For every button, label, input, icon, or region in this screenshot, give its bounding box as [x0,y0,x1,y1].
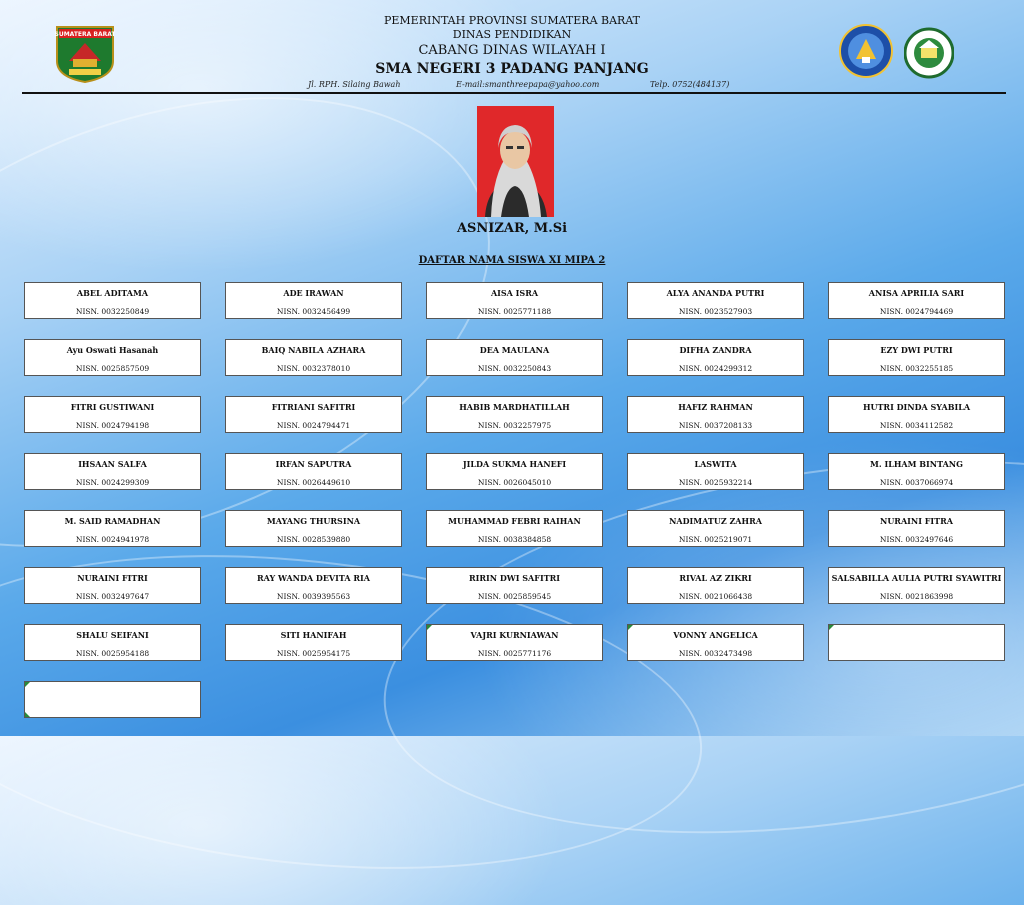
student-card [426,567,603,604]
student-name: JILDA SUKMA HANEFI [462,459,567,469]
cell-marker-icon [829,625,834,630]
student-nisn: NISN. 0021863998 [879,592,954,601]
tut-wuri-handayani-logo [838,23,894,79]
student-card [24,453,201,490]
student-nisn: NISN. 0032250849 [75,307,150,316]
student-nisn: NISN. 0028539880 [276,535,351,544]
student-name: NURAINI FITRA [880,516,953,526]
student-nisn: NISN. 0032378010 [276,364,351,373]
student-card [24,339,201,376]
header-branch: CABANG DINAS WILAYAH I [418,43,606,58]
student-name: RIVAL AZ ZIKRI [679,573,752,583]
cell-marker-icon [628,625,633,630]
cell-marker-icon [25,682,30,687]
student-nisn: NISN. 0025219071 [678,535,753,544]
student-nisn: NISN. 0034112582 [879,421,954,430]
student-name: FITRIANI SAFITRI [271,402,356,412]
student-card [24,681,201,718]
student-name: MUHAMMAD FEBRI RAIHAN [448,516,581,526]
student-name: Ayu Oswati Hasanah [66,345,159,355]
student-name: LASWITA [694,459,737,469]
header-divider [22,92,1006,94]
letterhead [0,0,1024,96]
student-card [426,282,603,319]
student-name: SALSABILLA AULIA PUTRI SYAWITRI [831,573,1002,583]
student-nisn: NISN. 0024794471 [276,421,351,430]
student-nisn: NISN. 0025857509 [75,364,150,373]
student-card [225,396,402,433]
student-card [627,567,804,604]
student-card [225,567,402,604]
student-name: HAFIZ RAHMAN [678,402,753,412]
student-card [426,339,603,376]
student-card [225,453,402,490]
student-card [24,510,201,547]
student-card [828,396,1005,433]
student-name: DEA MAULANA [479,345,550,355]
student-card [24,282,201,319]
student-card [225,624,402,661]
student-name: M. SAID RAMADHAN [64,516,161,526]
student-name: HABIB MARDHATILLAH [459,402,570,412]
student-nisn: NISN. 0021066438 [678,592,753,601]
header-phone: Telp. 0752(484137) [650,80,730,89]
student-name: NADIMATUZ ZAHRA [669,516,762,526]
student-nisn: NISN. 0024941978 [75,535,150,544]
header-department: DINAS PENDIDIKAN [452,28,572,41]
student-card [828,282,1005,319]
teacher-photo [477,106,554,217]
student-nisn: NISN. 0024299309 [75,478,150,487]
student-card [426,396,603,433]
student-name: NURAINI FITRI [77,573,148,583]
student-card [24,624,201,661]
student-nisn: NISN. 0037066974 [879,478,954,487]
student-card [627,510,804,547]
student-name: AISA ISRA [490,288,539,298]
student-name: DIFHA ZANDRA [679,345,752,355]
student-name: MAYANG THURSINA [266,516,361,526]
student-name: BAIQ NABILA AZHARA [261,345,366,355]
student-card [828,567,1005,604]
cell-marker-icon [25,712,30,717]
student-card [24,567,201,604]
student-nisn: NISN. 0032473498 [678,649,753,658]
student-name: HUTRI DINDA SYABILA [862,402,971,412]
student-nisn: NISN. 0025771188 [477,307,552,316]
student-name: SHALU SEIFANI [76,630,149,640]
header-address: Jl. RPH. Silaing Bawah [308,80,401,89]
student-nisn: NISN. 0025954188 [75,649,150,658]
student-name: ALYA ANANDA PUTRI [666,288,765,298]
student-nisn: NISN. 0032456499 [276,307,351,316]
student-card [828,453,1005,490]
header-email: E-mail:smanthreepapa@yahoo.com [456,80,600,89]
student-nisn: NISN. 0025954175 [276,649,351,658]
student-nisn: NISN. 0023527903 [678,307,753,316]
header-school-name: SMA NEGERI 3 PADANG PANJANG [375,61,649,77]
student-nisn: NISN. 0024794198 [75,421,150,430]
student-name: ADE IRAWAN [283,288,344,298]
student-name: SITI HANIFAH [280,630,347,640]
student-nisn: NISN. 0038384858 [477,535,552,544]
student-card [627,396,804,433]
student-name: ABEL ADITAMA [76,288,149,298]
province-logo-text: SUMATERA BARAT [55,31,115,38]
student-card [627,339,804,376]
school-logo [904,26,954,80]
student-nisn: NISN. 0024299312 [678,364,753,373]
student-nisn: NISN. 0032497647 [75,592,150,601]
student-card [24,396,201,433]
student-card [828,510,1005,547]
student-card [426,510,603,547]
student-name: EZY DWI PUTRI [880,345,953,355]
student-name: M. ILHAM BINTANG [870,459,963,469]
student-list-title: DAFTAR NAMA SISWA XI MIPA 2 [418,255,606,266]
student-card [225,282,402,319]
student-card [828,624,1005,661]
student-nisn: NISN. 0026449610 [276,478,351,487]
student-card [225,339,402,376]
student-card [627,453,804,490]
student-nisn: NISN. 0032250843 [477,364,552,373]
student-nisn: NISN. 0024794469 [879,307,954,316]
student-name: VONNY ANGELICA [673,630,758,640]
student-name: IHSAAN SALFA [78,459,147,469]
teacher-name: ASNIZAR, M.Si [456,221,568,236]
student-name: FITRI GUSTIWANI [70,402,155,412]
student-nisn: NISN. 0025771176 [477,649,552,658]
student-nisn: NISN. 0025859545 [477,592,552,601]
student-name: IRFAN SAPUTRA [275,459,352,469]
cell-marker-icon [427,625,432,630]
student-nisn: NISN. 0032497646 [879,535,954,544]
student-card [828,339,1005,376]
student-card [426,624,603,661]
student-card [627,624,804,661]
student-card [426,453,603,490]
student-name: ANISA APRILIA SARI [868,288,965,298]
student-nisn: NISN. 0039395563 [276,592,351,601]
student-name: RAY WANDA DEVITA RIA [257,573,370,583]
student-name: VAJRI KURNIAWAN [470,630,559,640]
student-name: RIRIN DWI SAFITRI [468,573,561,583]
student-card [627,282,804,319]
student-nisn: NISN. 0032255185 [879,364,954,373]
header-government: PEMERINTAH PROVINSI SUMATERA BARAT [383,14,641,27]
student-nisn: NISN. 0025932214 [678,478,753,487]
student-card [225,510,402,547]
student-nisn: NISN. 0037208133 [678,421,753,430]
student-nisn: NISN. 0032257975 [477,421,552,430]
student-nisn: NISN. 0026045010 [477,478,552,487]
